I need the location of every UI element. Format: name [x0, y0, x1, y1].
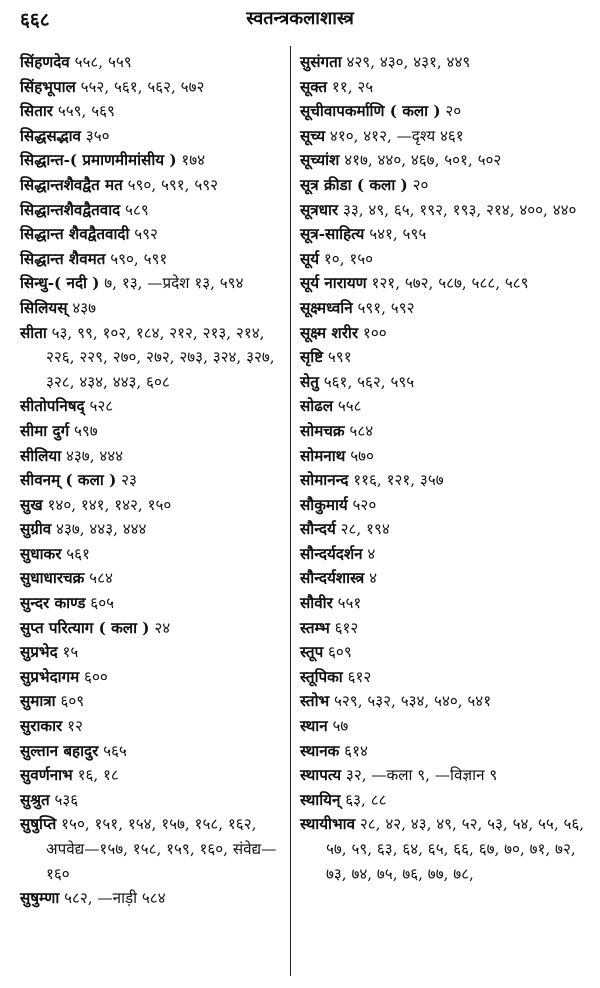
page-references: ४: [367, 544, 376, 563]
index-term: सूत्रधार: [300, 200, 339, 219]
index-term: सौवीर: [300, 594, 333, 613]
index-term: स्थायीभाव: [300, 815, 356, 834]
page-references: ५७: [332, 717, 349, 736]
page-header: [0, 0, 600, 34]
index-term: सूत्र क्रीडा ( कला ): [300, 175, 408, 194]
page-number: ६६८: [20, 9, 50, 31]
index-entry: [300, 493, 586, 518]
page-references: ५९०, ५९१, ५९२: [127, 175, 219, 194]
index-term: सूत्र-साहित्य: [300, 225, 365, 244]
page-references: ४१०, ४१२, —दृश्य ४६१: [329, 126, 464, 145]
page-references: ५२९, ५३२, ५३४, ५४०, ५४१: [334, 692, 492, 711]
page-references: ६०९: [60, 692, 85, 711]
index-entry: [300, 468, 586, 493]
page-references: ५५१: [337, 594, 362, 613]
index-entry: [300, 640, 586, 665]
page-references: ५२८: [89, 397, 114, 416]
index-term: सोमानन्द: [300, 471, 349, 490]
index-term: सौकुमार्य: [300, 495, 348, 514]
page-references: ५४१, ५९५: [369, 225, 427, 244]
index-term: सीलिया: [20, 446, 62, 465]
index-term: स्थापत्य: [300, 766, 342, 785]
index-term: सुश्रुत: [20, 790, 50, 809]
page-references: ३३, ४९, ६५, १९२, १९३, २१४, ४००, ४४०: [342, 200, 577, 219]
index-term: सुप्रभेद: [20, 643, 58, 662]
page-references: ४२९, ४३०, ४३१, ४४९: [346, 53, 471, 71]
index-term: सुषुम्णा: [20, 889, 60, 908]
running-title: स्वतन्त्रकलाशास्त्र: [246, 8, 354, 29]
index-entry: [20, 468, 282, 493]
page-references: ६१४: [344, 741, 368, 760]
index-entry: [20, 173, 282, 198]
page-references: ६००: [84, 667, 108, 686]
page-references: १०, १५०: [323, 249, 374, 268]
column-divider: [290, 46, 291, 976]
index-entry: [20, 517, 282, 542]
index-term: सिंहणदेव: [20, 53, 70, 71]
index-term: सुधाधारचक्र: [20, 569, 85, 588]
index-entry: [20, 788, 282, 813]
index-entry: [300, 148, 586, 173]
index-term: सिन्धु-( नदी ): [20, 274, 100, 293]
page-references: १४०, १४१, १४२, १५०: [47, 495, 172, 514]
index-entry: [300, 99, 586, 124]
page-references: ५९१: [327, 348, 352, 367]
index-term: स्थानक: [300, 741, 340, 760]
page-references: २०: [445, 102, 462, 121]
index-entry: [300, 222, 586, 247]
index-term: सूक्ष्मध्वनि: [300, 298, 353, 317]
index-entry: [300, 812, 586, 886]
index-entry: [20, 394, 282, 419]
index-entry: [20, 665, 282, 690]
page-references: ७, १३, —प्रदेश १३, ५९४: [104, 274, 244, 293]
page-references: ५६१: [66, 544, 90, 563]
page-references: ५९२: [134, 225, 158, 244]
page-references: ५३, ९९, १०२, १८४, २१२, २१३, २१४, २२६, २२९, २७०, २७२, २७३, ३२४, ३२७, ३२८, ४३४, ४४३, ६०८: [46, 323, 275, 391]
page-references: ५८२, —नाड़ी ५८४: [64, 889, 166, 908]
index-term: सूक्ष्म शरीर: [300, 323, 359, 342]
index-term: स्थायिन्: [300, 790, 341, 809]
index-entry: [300, 444, 586, 469]
page-references: ४३७: [72, 298, 97, 317]
index-term: सुषुप्ति: [20, 815, 57, 834]
index-entry: [20, 296, 282, 321]
page-references: ५७०: [350, 446, 374, 465]
index-term: सीमा दुर्ग: [20, 421, 70, 440]
index-entry: [300, 739, 586, 764]
page-references: ४: [369, 569, 378, 588]
page-references: ६१२: [334, 618, 359, 637]
index-entry: [300, 542, 586, 567]
index-entry: [300, 714, 586, 739]
index-term: सीवनम् ( कला ): [20, 471, 117, 490]
index-term: सूक्त: [300, 77, 328, 96]
index-entry: [20, 419, 282, 444]
index-term: सोमचक्र: [300, 421, 345, 440]
index-term: सीता: [20, 323, 47, 342]
index-entry: [20, 148, 282, 173]
page-references: ५२०: [352, 495, 377, 514]
index-term: सिंहभूपाल: [20, 77, 76, 96]
index-entry: [20, 812, 282, 886]
page-references: १७४: [181, 151, 206, 170]
page-references: १२१, ५७२, ५८७, ५८८, ५८९: [371, 274, 529, 293]
index-entry: [300, 173, 586, 198]
index-entry: [300, 591, 586, 616]
page-references: ४३७, ४४३, ४४४: [56, 520, 147, 539]
index-entry: [300, 788, 586, 813]
index-term: सुप्रभेदागम: [20, 667, 80, 686]
index-term: स्तोभ: [300, 692, 330, 711]
index-term: स्थान: [300, 717, 328, 736]
index-entry: [300, 124, 586, 149]
index-term: सुसंगता: [300, 53, 342, 71]
index-entry: [300, 517, 586, 542]
page-references: ५८४: [349, 421, 374, 440]
index-entry: [300, 665, 586, 690]
page-references: २८, १९४: [340, 520, 390, 539]
index-term: सूचीवापकर्माणि ( कला ): [300, 102, 441, 121]
page-references: ५८४: [89, 569, 113, 588]
index-term: सुल्तान बहादुर: [20, 741, 99, 760]
page-references: ४३७, ४४४: [66, 446, 124, 465]
index-term: सिलियस्: [20, 298, 68, 317]
index-term: सौन्दर्यशास्त्र: [300, 569, 365, 588]
index-entry: [300, 271, 586, 296]
index-column-left: [20, 50, 282, 911]
index-term: सोढल: [300, 397, 334, 416]
index-term: सौन्दर्य: [300, 520, 336, 539]
index-term: स्तूपिका: [300, 667, 343, 686]
index-term: सिद्धान्त शैवमत: [20, 249, 106, 268]
page-references: १६, १८: [77, 766, 119, 785]
index-term: सृष्टि: [300, 348, 324, 367]
page-references: ५५८, ५५९: [74, 53, 132, 71]
page-references: ५६१, ५६२, ५९५: [323, 372, 415, 391]
index-entry: [20, 222, 282, 247]
index-entry: [20, 198, 282, 223]
index-term: सेतु: [300, 372, 319, 391]
page-references: ५५८: [337, 397, 362, 416]
index-term: सूच्यांश: [300, 151, 340, 170]
page-references: ३२, —कला ९, —विज्ञान ९: [345, 766, 498, 785]
index-column-right: [300, 50, 586, 886]
page-references: ५३६: [54, 790, 79, 809]
page-references: ६३, ८८: [345, 790, 387, 809]
index-entry: [300, 321, 586, 346]
page-references: १५: [62, 643, 79, 662]
index-term: स्तम्भ: [300, 618, 330, 637]
index-entry: [20, 739, 282, 764]
index-entry: [20, 444, 282, 469]
index-entry: [300, 370, 586, 395]
index-entry: [300, 689, 586, 714]
page-references: २०: [412, 175, 429, 194]
index-entry: [20, 566, 282, 591]
index-entry: [20, 640, 282, 665]
index-term: सुवर्णनाभ: [20, 766, 73, 785]
index-entry: [20, 271, 282, 296]
index-term: सूर्य नारायण: [300, 274, 367, 293]
index-term: सुख: [20, 495, 43, 514]
page-references: ५५९, ५६९: [57, 102, 115, 121]
index-term: सोमनाथ: [300, 446, 346, 465]
page-references: ६०९: [328, 643, 352, 662]
index-term: सिद्धान्त शैवद्वैतवादी: [20, 225, 130, 244]
index-entry: [20, 75, 282, 100]
index-entry: [20, 99, 282, 124]
index-entry: [300, 616, 586, 641]
index-entry: [300, 345, 586, 370]
index-entry: [20, 493, 282, 518]
page-references: २४: [154, 618, 171, 637]
page-references: ४१७, ४४०, ४६७, ५०१, ५०२: [344, 151, 502, 170]
index-term: सिद्धसद्भाव: [20, 126, 81, 145]
index-entry: [300, 247, 586, 272]
index-entry: [300, 566, 586, 591]
page-references: ५९१, ५९२: [357, 298, 415, 317]
index-entry: [300, 296, 586, 321]
index-entry: [20, 689, 282, 714]
index-entry: [300, 198, 586, 223]
index-entry: [300, 394, 586, 419]
index-term: सिद्धान्तशैवद्वैतवाद: [20, 200, 121, 219]
page-references: ५९०, ५९१: [110, 249, 168, 268]
index-term: सुराकार: [20, 717, 63, 736]
index-entry: [20, 714, 282, 739]
index-term: सुमात्रा: [20, 692, 56, 711]
index-term: सिद्धान्त-( प्रमाणमीमांसीय ): [20, 151, 177, 170]
index-entry: [300, 419, 586, 444]
index-term: सुन्दर काण्ड: [20, 594, 86, 613]
page-references: २८, ४२, ४३, ४९, ५२, ५३, ५४, ५५, ५६, ५७, ५९, ६३, ६४, ६५, ६६, ६७, ७०, ७१, ७२, ७३, ७४, ७५, ७६, ७७, ७८,: [326, 815, 585, 883]
index-entry: [20, 763, 282, 788]
index-entry: [20, 616, 282, 641]
index-entry: [300, 50, 586, 75]
index-entry: [20, 124, 282, 149]
index-term: सीतोपनिषद्: [20, 397, 85, 416]
index-term: सूच्य: [300, 126, 326, 145]
page-references: २३: [121, 471, 137, 490]
page-references: ५५२, ५६१, ५६२, ५७२: [80, 77, 205, 96]
index-term: स्तूप: [300, 643, 324, 662]
index-entry: [300, 763, 586, 788]
index-entry: [20, 542, 282, 567]
index-term: सिद्धान्तशैवद्वैत मत: [20, 175, 123, 194]
index-entry: [20, 247, 282, 272]
page-references: ६०५: [90, 594, 114, 613]
index-term: सुप्त परित्याग ( कला ): [20, 618, 150, 637]
index-term: सुधाकर: [20, 544, 62, 563]
page-references: ५८९: [125, 200, 149, 219]
index-entry: [20, 50, 282, 75]
index-term: सुग्रीव: [20, 520, 52, 539]
page-references: ३५०: [85, 126, 110, 145]
page-references: ६१२: [347, 667, 372, 686]
page-references: ५९७: [73, 421, 98, 440]
index-entry: [20, 591, 282, 616]
page-references: १००: [362, 323, 387, 342]
page-references: १५०, १५१, १५४, १५७, १५८, १६२, अपवेद्य—१५७, १५८, १५९, १६०, संवेद्य—१६०: [46, 815, 277, 883]
page-references: ५६५: [103, 741, 127, 760]
index-term: सौन्दर्यदर्शन: [300, 544, 363, 563]
page-references: ११६, १२१, ३५७: [353, 471, 444, 490]
page-references: १२: [67, 717, 83, 736]
index-entry: [300, 75, 586, 100]
index-entry: [20, 321, 282, 395]
index-term: सूर्य: [300, 249, 320, 268]
index-term: सितार: [20, 102, 54, 121]
index-entry: [20, 886, 282, 911]
page-references: ११, २५: [331, 77, 374, 96]
